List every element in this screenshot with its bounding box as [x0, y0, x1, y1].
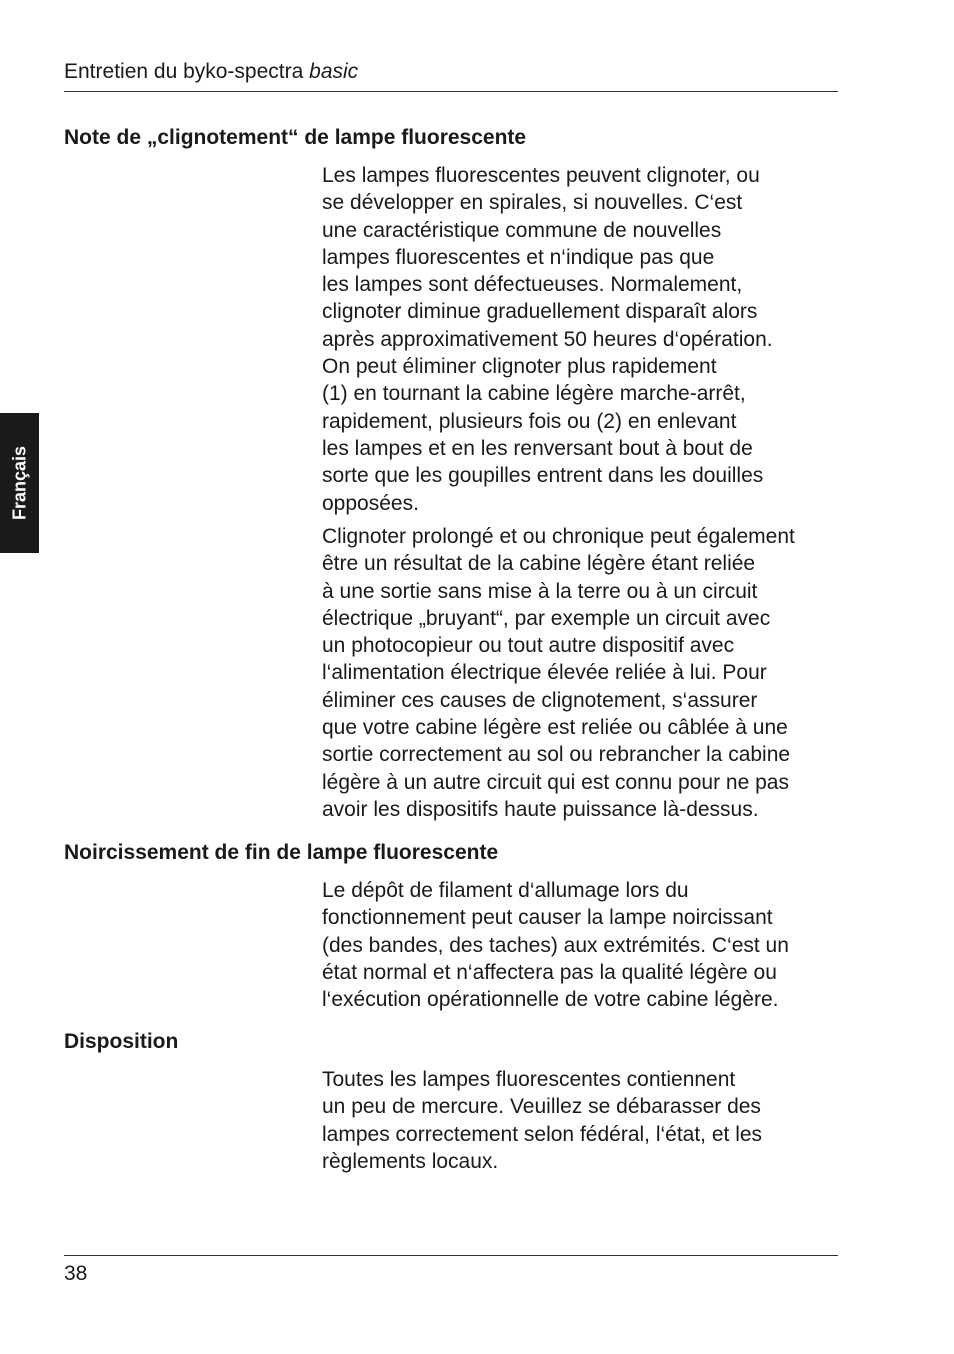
paragraph-blackening: [322, 877, 852, 1013]
text-line: être un résultat de la cabine légère étant reliée: [322, 552, 756, 576]
text-line: se développer en spirales, si nouvelles. C‘est: [322, 191, 743, 215]
footer-divider: [64, 1255, 838, 1256]
text-line: Clignoter prolongé et ou chronique peut également: [322, 525, 795, 548]
paragraph-flicker-2: [322, 523, 852, 823]
text-line: que votre cabine légère est reliée ou câblée à une: [322, 716, 788, 740]
section-heading-blackening: Noircissement de fin de lampe fluorescente: [64, 841, 499, 864]
text-line: un peu de mercure. Veuillez se débarasser des: [322, 1095, 761, 1119]
text-line: légère à un autre circuit qui est connu pour ne pas: [322, 770, 789, 794]
page-number: 38: [64, 1262, 88, 1285]
text-line: les lampes sont défectueuses. Normalement,: [322, 273, 743, 297]
paragraph-flicker-1: [322, 162, 852, 517]
text-line: Les lampes fluorescentes peuvent clignoter, ou: [322, 164, 760, 187]
text-line: à une sortie sans mise à la terre ou à un circuit: [322, 579, 758, 603]
text-line: sortie correctement au sol ou rebrancher la cabine: [322, 743, 791, 767]
text-line: un photocopieur ou tout autre dispositif avec: [322, 634, 735, 658]
header-title: Entretien du byko-spectra: [64, 60, 310, 83]
text-line: avoir les dispositifs haute puissance là-dessus.: [322, 797, 759, 821]
text-line: On peut éliminer clignoter plus rapidement: [322, 355, 717, 379]
text-line: l‘exécution opérationnelle de votre cabine légère.: [322, 988, 779, 1012]
text-line: fonctionnement peut causer la lampe noircissant: [322, 906, 773, 930]
text-line: l‘alimentation électrique élevée reliée à lui. Pour: [322, 661, 767, 685]
text-line: rapidement, plusieurs fois ou (2) en enlevant: [322, 409, 737, 433]
paragraph-disposal: [322, 1066, 852, 1175]
text-line: éliminer ces causes de clignotement, s‘assurer: [322, 688, 758, 712]
language-tab: [0, 413, 39, 553]
text-line: Toutes les lampes fluorescentes contiennent: [322, 1068, 736, 1091]
text-line: règlements locaux.: [322, 1149, 499, 1173]
text-line: opposées.: [322, 491, 419, 515]
text-line: électrique „bruyant“, par exemple un circuit avec: [322, 606, 771, 630]
text-line: après approximativement 50 heures d‘opération.: [322, 327, 773, 351]
section-heading-flicker: Note de „clignotement“ de lampe fluorescente: [64, 126, 527, 149]
section-heading-disposal: Disposition: [64, 1030, 179, 1053]
text-line: (des bandes, des taches) aux extrémités. C‘est un: [322, 933, 789, 957]
header-title-italic: basic: [309, 60, 359, 83]
text-line: lampes fluorescentes et n‘indique pas que: [322, 245, 715, 269]
text-line: état normal et n‘affectera pas la qualité légère ou: [322, 960, 777, 984]
text-line: lampes correctement selon fédéral, l‘état, et les: [322, 1122, 763, 1146]
text-line: les lampes et en les renversant bout à bout de: [322, 436, 753, 460]
text-line: clignoter diminue graduellement disparaît alors: [322, 300, 758, 324]
text-line: sorte que les goupilles entrent dans les douilles: [322, 464, 764, 488]
text-line: une caractéristique commune de nouvelles: [322, 218, 722, 242]
text-line: Le dépôt de filament d‘allumage lors du: [322, 879, 689, 902]
text-line: (1) en tournant la cabine légère marche-arrêt,: [322, 382, 746, 406]
language-tab-label: Français: [9, 445, 29, 521]
page-header: [64, 58, 838, 92]
